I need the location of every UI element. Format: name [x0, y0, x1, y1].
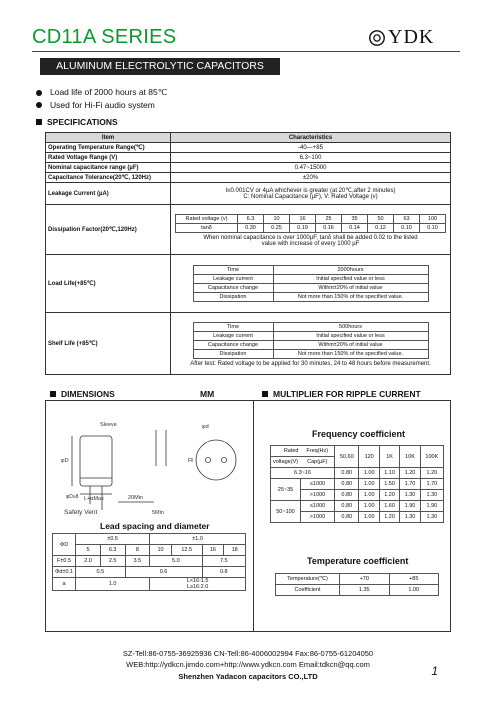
load-life-value: [171, 255, 451, 313]
series-title: CD11A SERIES: [32, 26, 177, 48]
min5-label: 5Min: [152, 510, 164, 516]
header-rule: [32, 51, 460, 52]
dimensions-heading: DIMENSIONS: [50, 389, 115, 399]
table-row: 6.3~16 0.80 1.00 1.10 1.20 1.20: [271, 468, 444, 479]
voltage-cell: 50: [368, 215, 394, 224]
shelf-life-table: Time 500hours Leakage current Initial specified value or less Capacitance change Within±20% of initial value Dissipation Not more than 150% of the specified value.: [193, 322, 429, 359]
col-characteristics: Characteristics: [171, 133, 451, 143]
bullet-icon: [36, 90, 42, 96]
multiplier-heading: MULTIPLIER FOR RIPPLE CURRENT: [262, 389, 421, 399]
voltage-cell: 16: [290, 215, 316, 224]
tan-delta-cell: 0.30: [238, 224, 264, 233]
square-bullet-icon: [262, 391, 268, 397]
load-life-label: Load Life(+85℃): [46, 255, 171, 313]
voltage-cell: 6.3: [238, 215, 264, 224]
specifications-table: Item Characteristics Operating Temperature Range(℃) -40—+85 Rated Voltage Range (V) 6.3~100 Nominal capacitance range (µF) 0.47~15000 Capacitance Tolerance(20℃, 120Hz) ±20% Leakage Current (µA) I≤0.001CV or 4µA whichever is greater (at 20℃,after 2 minutes) C: Nominal Capacitance (µF), V: Rated Voltage (v) Dissipation Factor(20℃,120Hz) Rated voltage (v) 6.3 10 16 25 35 50 63 100 tanδ 0.30 0.25 0.19 0.16 0.14 0.12 0.10 0.10 When nominal capacitance is over 1000µF, tanδ shall be added 0.02 to the listed value with increase of every 1000 µF Load Life(+85℃) Time 2000hours Leakage current Initial specified value or less Capacitance change Within±20% of initial value Dissipation Not more than 150% of the specified value. Shelf Life (+85℃) Time 500hours Leakage current Initial specified value or less Capacitance change Within±20% of initial value Dissipation Not more than 150% of the specified value. After test: Rated voltage to be applied for 30 minutes, 24 to 48 hours before measurement.: [45, 132, 451, 375]
feature-bullet: Load life of 2000 hours at 85℃: [36, 87, 167, 98]
specifications-heading: SPECIFICATIONS: [36, 117, 118, 127]
phi-D-label: φD: [61, 458, 69, 464]
table-row: 25~35 ≤1000 0.80 1.00 1.50 1.70 1.70: [271, 479, 444, 490]
brand-logo: [368, 26, 434, 49]
leakage-value: I≤0.001CV or 4µA whichever is greater (at 20℃,after 2 minutes) C: Nominal Capacitance (µF), V: Rated Voltage (v): [171, 183, 451, 205]
frequency-coefficient-title: Frequency coefficient: [312, 429, 406, 439]
dissipation-value: Rated voltage (v) 6.3 10 16 25 35 50 63 100 tanδ 0.30 0.25 0.19 0.16 0.14 0.12 0.10 0.10 When nominal capacitance is over 1000µF, tanδ shall be added 0.02 to the listed value with increase of every 1000 µF: [171, 205, 451, 255]
product-banner: ALUMINUM ELECTROLYTIC CAPACITORS: [40, 58, 280, 75]
tan-delta-cell: 0.16: [316, 224, 342, 233]
footer-web: WEB:http://ydkcn.jimdo.com+http://www.ydkcn.com Email:tdkcn@qq.com: [126, 660, 370, 669]
voltage-cell: 35: [342, 215, 368, 224]
voltage-cell: 63: [394, 215, 420, 224]
dissipation-table: Rated voltage (v) 6.3 10 16 25 35 50 63 100 tanδ 0.30 0.25 0.19 0.16 0.14 0.12 0.10 0.10: [175, 214, 446, 233]
ydk-logo-icon: [368, 29, 386, 47]
f-label: F: [188, 458, 192, 464]
page-number: 1: [431, 664, 438, 678]
shelf-life-value: Time 500hours Leakage current Initial specified value or less Capacitance change Within±20% of initial value Dissipation Not more than 150% of the specified value. After test: Rated voltage to be applied for 30 minutes, 24 to 48 hours before measurement.: [171, 313, 451, 375]
lead-spacing-table: ΦD ±0.5 ±1.0 5 6.3 8 10 12.5 16 18 F±0.5 2.0 2.5 3.5 5.0 7.5 Φd±0.1 0.5 0.6 0.8 a 1.0 L<16:1.5 L≥16:2.0: [52, 533, 246, 591]
safety-vent-label: Safety Vent: [64, 509, 98, 516]
panel-divider: [253, 400, 254, 632]
min20-label: 20Min: [128, 495, 143, 501]
tan-delta-cell: 0.19: [290, 224, 316, 233]
tan-delta-cell: 0.12: [368, 224, 394, 233]
sleeve-label: Sleeve: [100, 422, 117, 428]
shelf-life-label: Shelf Life (+85℃): [46, 313, 171, 375]
col-item: Item: [46, 133, 171, 143]
voltage-cell: 25: [316, 215, 342, 224]
bullet-icon: [36, 102, 42, 108]
dissipation-label: Dissipation Factor(20℃,120Hz): [46, 205, 171, 255]
table-row: 50~100 ≤1000 0.80 1.00 1.60 1.90 1.90: [271, 501, 444, 512]
temperature-table: Temperature(℃) +70 +85 Coefficient 1.35 1.00: [275, 573, 439, 596]
voltage-cell: 100: [420, 215, 446, 224]
square-bullet-icon: [50, 391, 56, 397]
frequency-table: Rated Freq(Hz) 50,60 120 1K 10K 100K voltage(V) Cap(µF) 6.3~16 0.80 1.00 1.10 1.20 1.20 25~35 ≤1000 0.80 1.00 1.50 1.70 1.70 >1000 0.80 1.00 1.20 1.30 1.30 50~100 ≤1000 0.80 1.00 1.60 1.90 1.90 >1000 0.80 1.00 1.20 1.30 1.30: [270, 445, 444, 523]
tan-delta-cell: 0.14: [342, 224, 368, 233]
square-bullet-icon: [36, 119, 42, 125]
tan-delta-cell: 0.25: [264, 224, 290, 233]
phi-d-label: φd: [202, 424, 209, 430]
temperature-coefficient-title: Temperature coefficient: [307, 556, 409, 566]
leakage-label: Leakage Current (µA): [46, 183, 171, 205]
voltage-cell: 10: [264, 215, 290, 224]
footer-contact: SZ-Tell:86-0755-36925936 CN-Tell:86-4006002994 Fax:86-0755-61204050: [122, 649, 374, 658]
vent-condition: φD≥8: [66, 494, 79, 500]
feature-bullet: Used for Hi-Fi audio system: [36, 100, 155, 110]
footer-company: Shenzhen Yadacon capacitors CO.,LTD: [178, 672, 318, 681]
dimensions-unit: MM: [200, 389, 215, 399]
table-row: >1000 0.80 1.00 1.20 1.30 1.30: [271, 490, 444, 501]
lmax-label: L+αMax: [84, 496, 104, 502]
load-life-table: Time 2000hours Leakage current Initial specified value or less Capacitance change Within±20% of initial value Dissipation Not more than 150% of the specified value.: [193, 265, 429, 302]
tan-delta-cell: 0.10: [394, 224, 420, 233]
capacitor-drawing: [58, 418, 250, 518]
tan-delta-cell: 0.10: [420, 224, 446, 233]
brand-name: YDK: [388, 26, 435, 48]
table-row: >1000 0.80 1.00 1.20 1.30 1.30: [271, 512, 444, 523]
lead-spacing-title: Lead spacing and diameter: [100, 521, 210, 531]
